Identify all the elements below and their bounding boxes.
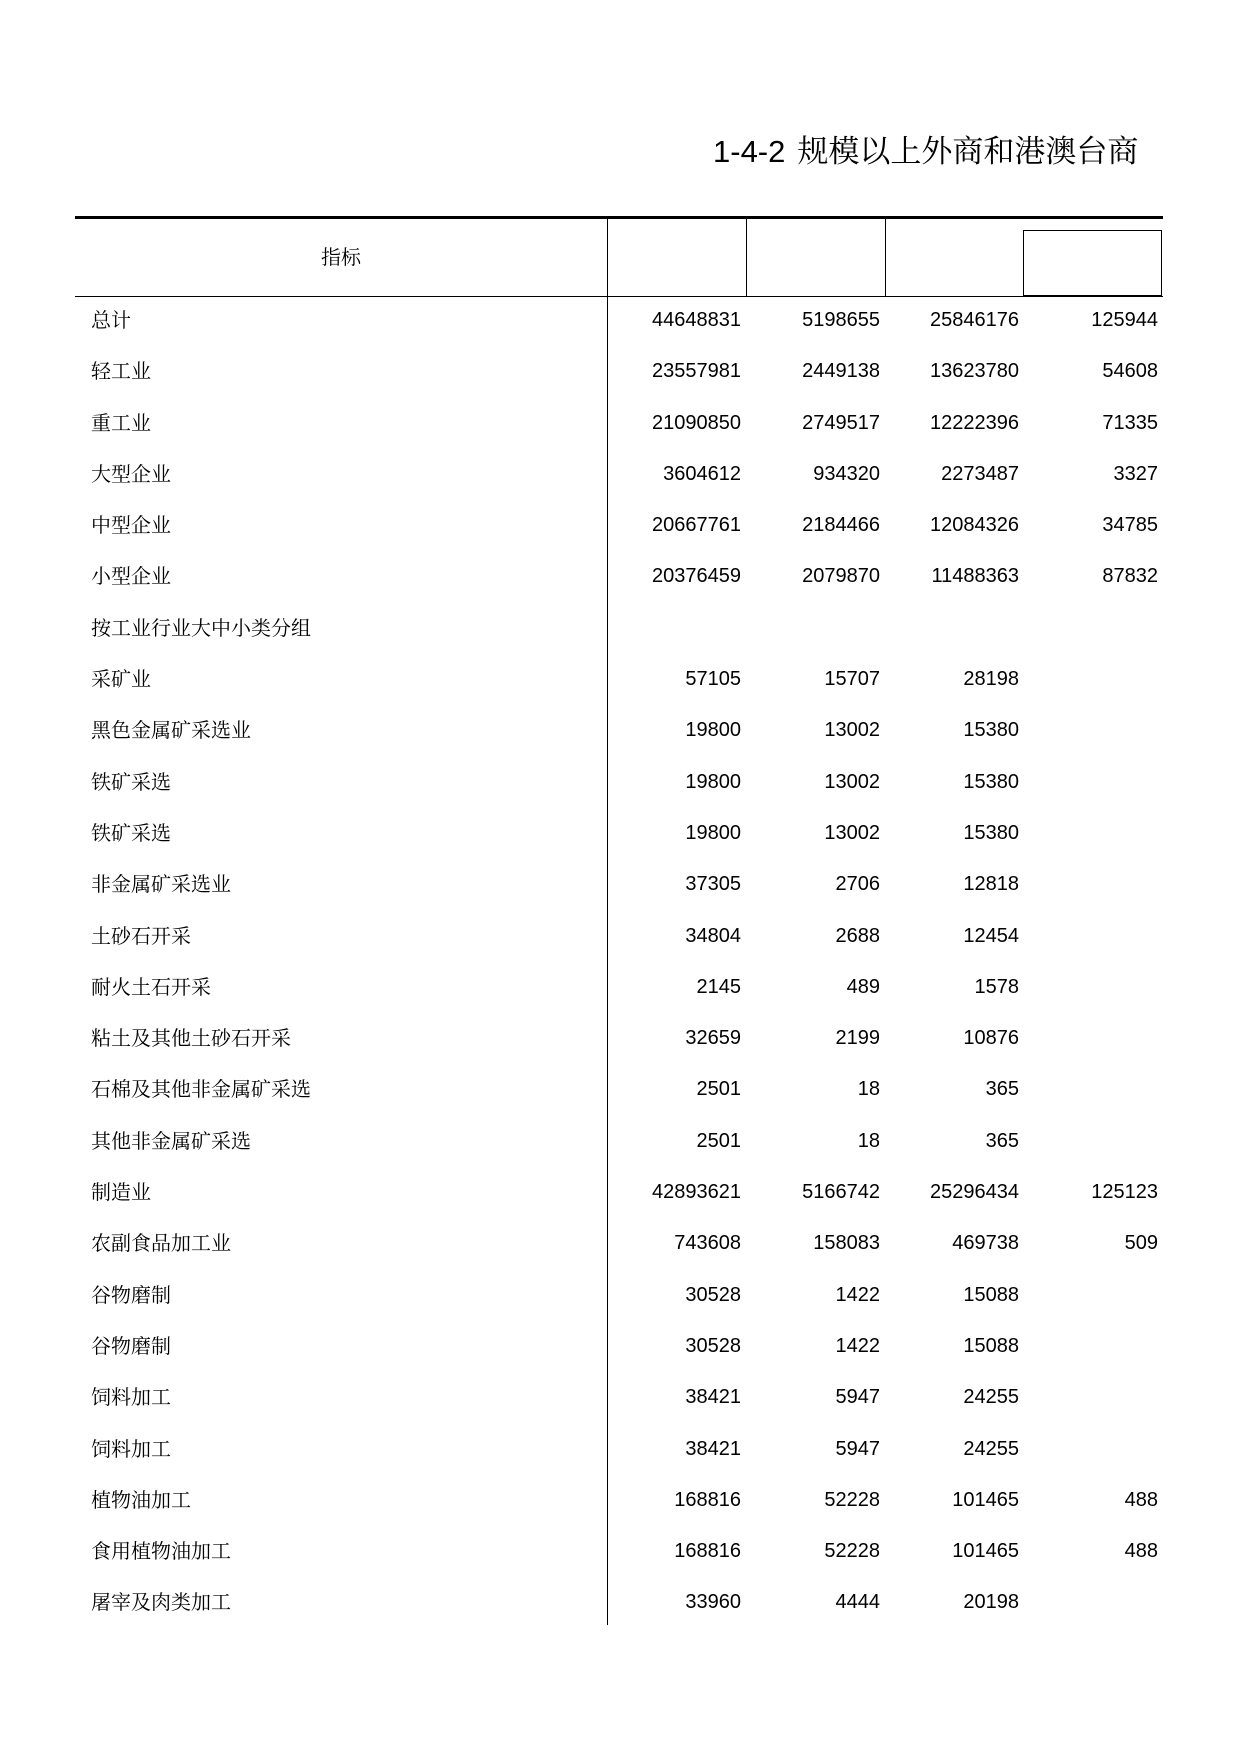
row-value-1: 34804 bbox=[685, 924, 741, 947]
row-label: 采矿业 bbox=[91, 667, 151, 692]
row-value-2: 4444 bbox=[835, 1591, 880, 1614]
row-value-4: 125123 bbox=[1091, 1181, 1158, 1204]
row-value-2: 18 bbox=[857, 1129, 880, 1152]
table-row bbox=[75, 859, 1163, 910]
row-label: 铁矿采选 bbox=[91, 820, 171, 845]
row-value-1: 2145 bbox=[696, 975, 741, 998]
row-value-2: 489 bbox=[846, 975, 880, 998]
row-value-1: 743608 bbox=[674, 1232, 741, 1255]
table-row bbox=[75, 500, 1163, 551]
row-label: 屠宰及肉类加工 bbox=[91, 1590, 231, 1615]
row-label: 制造业 bbox=[91, 1180, 151, 1205]
table-row bbox=[75, 1218, 1163, 1269]
table-row bbox=[75, 346, 1163, 397]
row-label: 中型企业 bbox=[91, 513, 171, 538]
row-label: 谷物磨制 bbox=[91, 1333, 171, 1358]
header-indicator-label: 指标 bbox=[321, 245, 361, 269]
row-value-3: 101465 bbox=[952, 1540, 1019, 1563]
row-value-2: 1422 bbox=[835, 1334, 880, 1357]
row-value-3: 24255 bbox=[963, 1437, 1019, 1460]
row-value-4 bbox=[1024, 962, 1158, 1013]
row-value-4: 54608 bbox=[1102, 360, 1158, 383]
row-value-3: 12818 bbox=[963, 873, 1019, 896]
row-value-4 bbox=[1024, 1064, 1158, 1115]
row-value-4 bbox=[1024, 911, 1158, 962]
row-value-1: 20376459 bbox=[652, 565, 741, 588]
row-value-4 bbox=[1024, 1116, 1158, 1167]
row-value-2: 2199 bbox=[835, 1027, 880, 1050]
row-value-4: 71335 bbox=[1102, 411, 1158, 434]
table-row bbox=[75, 1577, 1163, 1628]
row-value-3: 365 bbox=[985, 1078, 1019, 1101]
row-value-1: 19800 bbox=[685, 821, 741, 844]
row-value-4: 3327 bbox=[1113, 462, 1158, 485]
row-label: 石棉及其他非金属矿采选 bbox=[91, 1077, 311, 1102]
row-value-4 bbox=[1024, 808, 1158, 859]
table-row bbox=[75, 295, 1163, 346]
row-value-4 bbox=[1024, 1577, 1158, 1628]
table-row bbox=[75, 1475, 1163, 1526]
row-value-1: 30528 bbox=[685, 1283, 741, 1306]
row-value-3: 15380 bbox=[963, 821, 1019, 844]
row-value-1: 20667761 bbox=[652, 514, 741, 537]
row-value-2: 13002 bbox=[824, 719, 880, 742]
row-value-1: 30528 bbox=[685, 1334, 741, 1357]
row-value-3: 25296434 bbox=[930, 1181, 1019, 1204]
row-value-3: 15088 bbox=[963, 1334, 1019, 1357]
row-label: 铁矿采选 bbox=[91, 769, 171, 794]
row-value-4: 509 bbox=[1124, 1232, 1158, 1255]
row-value-3: 1578 bbox=[974, 975, 1019, 998]
row-value-2: 52228 bbox=[824, 1540, 880, 1563]
row-label: 小型企业 bbox=[91, 564, 171, 589]
data-table-body bbox=[75, 295, 1163, 1629]
table-row bbox=[75, 1372, 1163, 1423]
table-row bbox=[75, 1526, 1163, 1577]
row-value-4 bbox=[1024, 757, 1158, 808]
row-value-2: 2079870 bbox=[802, 565, 880, 588]
table-row bbox=[75, 1270, 1163, 1321]
row-value-3: 15380 bbox=[963, 719, 1019, 742]
row-value-1: 57105 bbox=[685, 668, 741, 691]
row-value-2: 1422 bbox=[835, 1283, 880, 1306]
row-label: 饲料加工 bbox=[91, 1385, 171, 1410]
row-value-1: 38421 bbox=[685, 1386, 741, 1409]
row-value-4: 488 bbox=[1124, 1540, 1158, 1563]
table-row bbox=[75, 1424, 1163, 1475]
page-title bbox=[713, 128, 1173, 176]
row-label: 重工业 bbox=[91, 410, 151, 435]
row-value-3: 365 bbox=[985, 1129, 1019, 1152]
row-value-1: 21090850 bbox=[652, 411, 741, 434]
table-row bbox=[75, 962, 1163, 1013]
row-label: 饲料加工 bbox=[91, 1436, 171, 1461]
row-value-3: 13623780 bbox=[930, 360, 1019, 383]
row-label: 土砂石开采 bbox=[91, 923, 191, 948]
row-value-1: 42893621 bbox=[652, 1181, 741, 1204]
table-row bbox=[75, 551, 1163, 602]
row-value-1: 33960 bbox=[685, 1591, 741, 1614]
row-value-4 bbox=[1024, 603, 1158, 654]
header-cell-box bbox=[1023, 230, 1162, 296]
row-value-2: 2749517 bbox=[802, 411, 880, 434]
row-value-1: 38421 bbox=[685, 1437, 741, 1460]
row-value-4 bbox=[1024, 705, 1158, 756]
row-value-2: 5166742 bbox=[802, 1181, 880, 1204]
row-value-3: 12454 bbox=[963, 924, 1019, 947]
row-label: 黑色金属矿采选业 bbox=[91, 718, 251, 743]
row-value-1: 23557981 bbox=[652, 360, 741, 383]
row-label: 按工业行业大中小类分组 bbox=[91, 615, 311, 640]
table-row bbox=[75, 1013, 1163, 1064]
row-value-3: 11488363 bbox=[931, 565, 1019, 588]
row-value-1: 2501 bbox=[696, 1129, 741, 1152]
table-row bbox=[75, 1116, 1163, 1167]
row-value-2: 52228 bbox=[824, 1488, 880, 1511]
row-value-4 bbox=[1024, 1013, 1158, 1064]
table-row bbox=[75, 398, 1163, 449]
table-row bbox=[75, 603, 1163, 654]
row-value-3: 25846176 bbox=[930, 309, 1019, 331]
row-label: 粘土及其他土砂石开采 bbox=[91, 1026, 291, 1051]
row-value-4: 87832 bbox=[1102, 565, 1158, 588]
row-value-4 bbox=[1024, 1372, 1158, 1423]
row-value-3: 12222396 bbox=[930, 411, 1019, 434]
table-row bbox=[75, 1321, 1163, 1372]
row-value-2: 5947 bbox=[835, 1386, 880, 1409]
row-value-2: 2449138 bbox=[802, 360, 880, 383]
table-row bbox=[75, 911, 1163, 962]
row-value-4 bbox=[1024, 1321, 1158, 1372]
row-label: 食用植物油加工 bbox=[91, 1539, 231, 1564]
table-row bbox=[75, 1064, 1163, 1115]
table-number: 1-4-2 bbox=[713, 134, 786, 169]
row-value-2: 2688 bbox=[835, 924, 880, 947]
row-value-1: 32659 bbox=[685, 1027, 741, 1050]
row-value-1: 2501 bbox=[696, 1078, 741, 1101]
row-value-2: 18 bbox=[857, 1078, 880, 1101]
row-value-3: 101465 bbox=[952, 1488, 1019, 1511]
row-value-2: 13002 bbox=[824, 821, 880, 844]
column-divider-2 bbox=[885, 219, 886, 296]
row-value-3: 10876 bbox=[963, 1027, 1019, 1050]
row-value-1: 19800 bbox=[685, 770, 741, 793]
table-row bbox=[75, 757, 1163, 808]
row-value-3: 28198 bbox=[963, 668, 1019, 691]
row-value-1: 19800 bbox=[685, 719, 741, 742]
table-title-text: 规模以上外商和港澳台商 bbox=[797, 134, 1139, 170]
row-value-3: 12084326 bbox=[930, 514, 1019, 537]
table-row bbox=[75, 449, 1163, 500]
row-value-2: 5947 bbox=[835, 1437, 880, 1460]
row-value-4: 488 bbox=[1124, 1488, 1158, 1511]
row-value-4 bbox=[1024, 1270, 1158, 1321]
row-value-1: 44648831 bbox=[652, 309, 741, 331]
row-label: 大型企业 bbox=[91, 461, 171, 486]
table-row bbox=[75, 808, 1163, 859]
row-label: 轻工业 bbox=[91, 359, 151, 384]
row-value-1: 168816 bbox=[674, 1540, 741, 1563]
row-value-3: 24255 bbox=[963, 1386, 1019, 1409]
row-value-2: 2184466 bbox=[802, 514, 880, 537]
row-value-2: 15707 bbox=[824, 668, 880, 691]
row-value-2: 934320 bbox=[813, 462, 880, 485]
row-label: 农副食品加工业 bbox=[91, 1231, 231, 1256]
table-row bbox=[75, 654, 1163, 705]
row-value-3 bbox=[885, 603, 1019, 654]
row-value-3: 15088 bbox=[963, 1283, 1019, 1306]
row-value-3: 469738 bbox=[952, 1232, 1019, 1255]
row-label: 非金属矿采选业 bbox=[91, 872, 231, 897]
row-value-2: 158083 bbox=[813, 1232, 880, 1255]
row-label: 总计 bbox=[91, 308, 131, 332]
row-value-2: 5198655 bbox=[802, 309, 880, 331]
row-value-3: 2273487 bbox=[941, 462, 1019, 485]
row-value-1: 37305 bbox=[685, 873, 741, 896]
row-value-4 bbox=[1024, 1424, 1158, 1475]
row-value-1: 168816 bbox=[674, 1488, 741, 1511]
row-value-1: 3604612 bbox=[663, 462, 741, 485]
row-value-4 bbox=[1024, 654, 1158, 705]
row-value-2: 13002 bbox=[824, 770, 880, 793]
row-value-1 bbox=[607, 603, 741, 654]
row-value-4: 34785 bbox=[1102, 514, 1158, 537]
table-row bbox=[75, 705, 1163, 756]
column-divider-1 bbox=[746, 219, 747, 296]
row-label: 谷物磨制 bbox=[91, 1282, 171, 1307]
row-value-4 bbox=[1024, 859, 1158, 910]
row-label: 耐火土石开采 bbox=[91, 974, 211, 999]
table-row bbox=[75, 1167, 1163, 1218]
row-value-3: 15380 bbox=[963, 770, 1019, 793]
row-label: 植物油加工 bbox=[91, 1487, 191, 1512]
row-value-3: 20198 bbox=[963, 1591, 1019, 1614]
row-value-4: 125944 bbox=[1091, 309, 1158, 331]
row-value-2: 2706 bbox=[835, 873, 880, 896]
row-label: 其他非金属矿采选 bbox=[91, 1128, 251, 1153]
row-value-2 bbox=[746, 603, 880, 654]
